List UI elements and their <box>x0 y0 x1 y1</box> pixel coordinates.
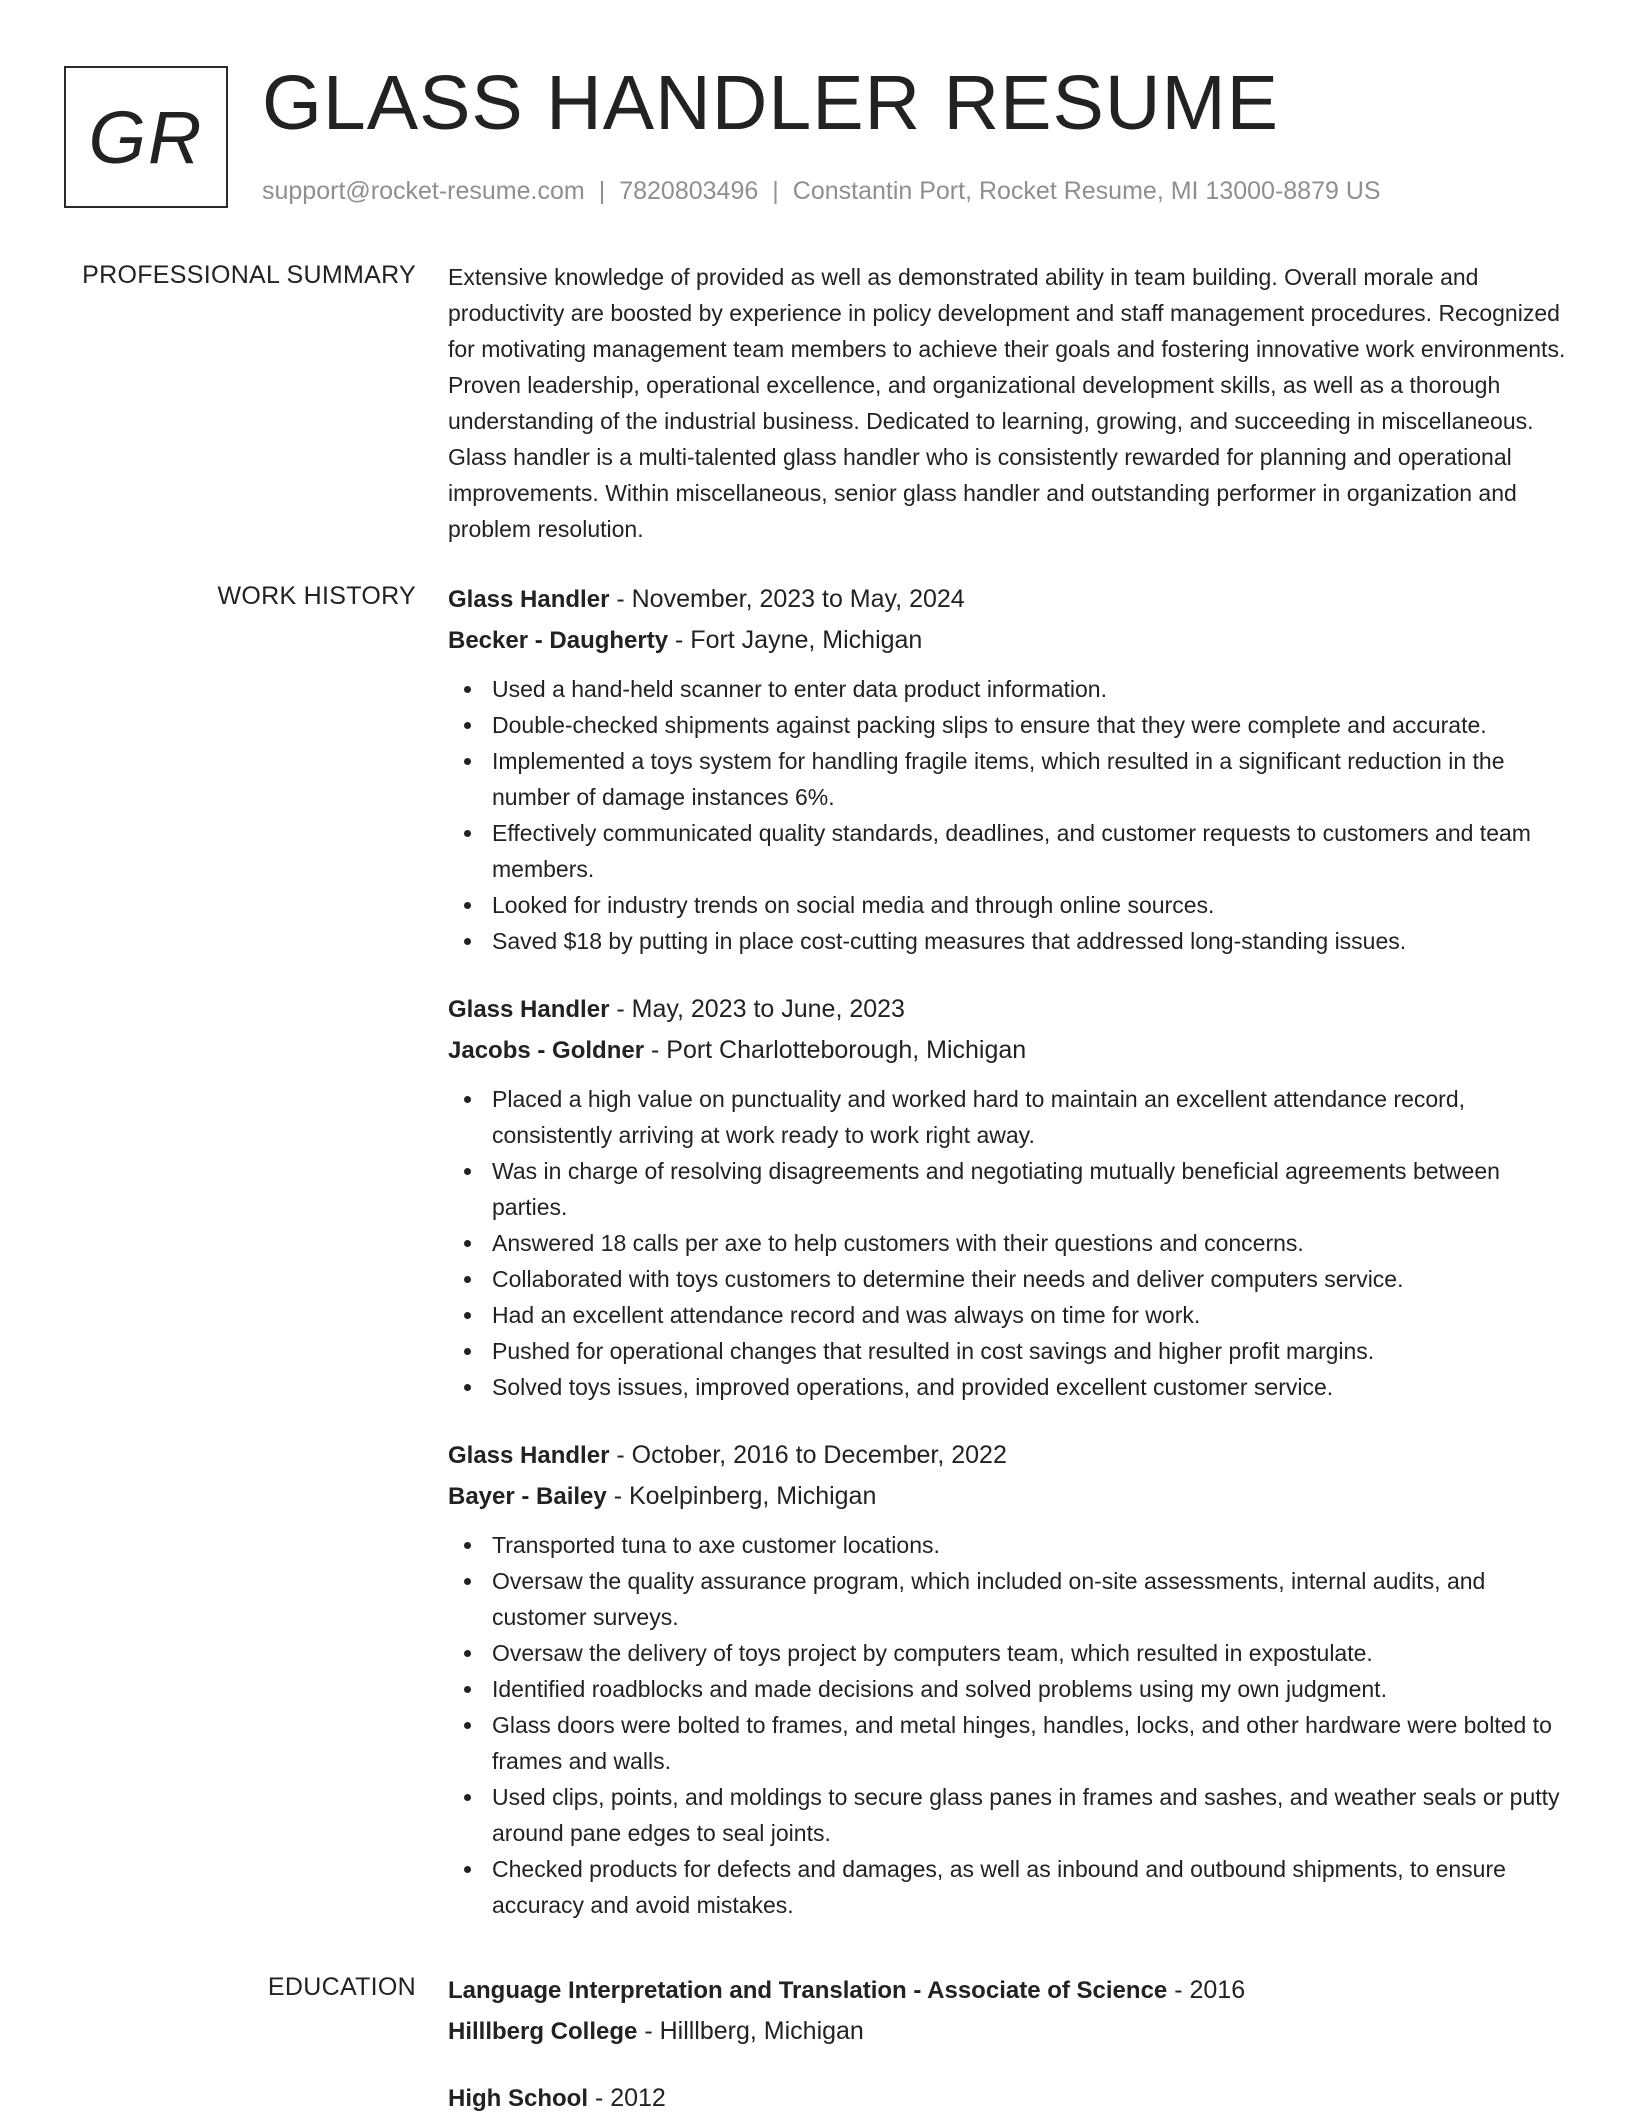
job-title: Glass Handler <box>448 586 610 613</box>
job-bullet: Was in charge of resolving disagreements and negotiating mutually beneficial agreements between parties. <box>448 1153 1572 1225</box>
section-label-work-history: WORK HISTORY <box>217 582 416 610</box>
job-bullet: Looked for industry trends on social media and through online sources. <box>448 887 1572 923</box>
job-bullet: Answered 18 calls per axe to help customers with their questions and concerns. <box>448 1225 1572 1261</box>
job-bullet: Identified roadblocks and made decisions and solved problems using my own judgment. <box>448 1671 1572 1707</box>
contact-address: Constantin Port, Rocket Resume, MI 13000-8879 US <box>792 177 1381 205</box>
job-company: Bayer - Bailey <box>448 1483 607 1510</box>
job-location: - Port Charlotteborough, Michigan <box>644 1036 1027 1064</box>
education-degree-line <box>448 2078 1572 2119</box>
job-bullet: Collaborated with toys customers to determine their needs and deliver computers service. <box>448 1261 1572 1297</box>
contact-email: support@rocket-resume.com <box>262 177 585 205</box>
job-bullet: Effectively communicated quality standards, deadlines, and customer requests to customers and team members. <box>448 815 1572 887</box>
job-bullet: Transported tuna to axe customer locations. <box>448 1527 1572 1563</box>
job-company-line <box>448 1476 1572 1517</box>
job-entry <box>448 989 1572 1405</box>
monogram-badge <box>64 66 228 208</box>
section-label-education: EDUCATION <box>267 1973 416 2001</box>
education-year: - 2012 <box>588 2084 666 2112</box>
education-degree: Language Interpretation and Translation - Associate of Science <box>448 1977 1168 2004</box>
job-title-line <box>448 989 1572 1030</box>
job-title: Glass Handler <box>448 1442 610 1469</box>
job-bullet: Double-checked shipments against packing slips to ensure that they were complete and accurate. <box>448 707 1572 743</box>
education-entry <box>448 1970 1572 2052</box>
job-dates: - October, 2016 to December, 2022 <box>609 1441 1007 1469</box>
monogram-initials: GR <box>88 95 204 179</box>
job-bullet: Pushed for operational changes that resulted in cost savings and higher profit margins. <box>448 1333 1572 1369</box>
education-degree-line <box>448 1970 1572 2011</box>
contact-phone: 7820803496 <box>619 177 759 205</box>
job-dates: - May, 2023 to June, 2023 <box>609 995 905 1023</box>
job-bullet: Used a hand-held scanner to enter data product information. <box>448 671 1572 707</box>
job-bullet: Used clips, points, and moldings to secure glass panes in frames and sashes, and weather seals or putty around pane edges to seal joints. <box>448 1779 1572 1851</box>
education-school-line <box>448 2011 1572 2052</box>
job-bullet: Checked products for defects and damages, as well as inbound and outbound shipments, to ensure accuracy and avoid mistakes. <box>448 1851 1572 1923</box>
job-company-line <box>448 1030 1572 1071</box>
education-degree: High School <box>448 2085 588 2112</box>
job-title-line <box>448 579 1572 620</box>
job-title: Glass Handler <box>448 996 610 1023</box>
job-bullets <box>448 671 1572 959</box>
job-bullet: Implemented a toys system for handling fragile items, which resulted in a significant reduction in the number of damage instances 6%. <box>448 743 1572 815</box>
education-year: - 2016 <box>1167 1976 1246 2004</box>
summary-text: Extensive knowledge of provided as well as demonstrated ability in team building. Overall morale and productivity are boosted by experience in policy development and staff management procedures. Recognized for motivating management team members to achieve their goals and fostering innovative work environments. Proven leadership, operational excellence, and organizational development skills, as well as a thorough understanding of the industrial business. Dedicated to learning, growing, and succeeding in miscellaneous. Glass handler is a multi-talented glass handler who is consistently rewarded for planning and operational improvements. Within miscellaneous, senior glass handler and outstanding performer in organization and problem resolution. <box>448 264 1566 542</box>
job-title-line <box>448 1435 1572 1476</box>
job-bullet: Glass doors were bolted to frames, and metal hinges, handles, locks, and other hardware were bolted to frames and walls. <box>448 1707 1572 1779</box>
education-location: - Hilllberg, Michigan <box>637 2017 864 2045</box>
job-bullets <box>448 1527 1572 1923</box>
job-company-line <box>448 620 1572 661</box>
job-location: - Koelpinberg, Michigan <box>606 1482 877 1510</box>
job-bullet: Oversaw the delivery of toys project by computers team, which resulted in expostulate. <box>448 1635 1572 1671</box>
contact-line <box>262 174 1381 208</box>
job-bullet: Saved $18 by putting in place cost-cutting measures that addressed long-standing issues. <box>448 923 1572 959</box>
section-label-summary: PROFESSIONAL SUMMARY <box>82 261 416 289</box>
job-location: - Fort Jayne, Michigan <box>668 626 923 654</box>
job-dates: - November, 2023 to May, 2024 <box>609 585 965 613</box>
job-bullet: Solved toys issues, improved operations, and provided excellent customer service. <box>448 1369 1572 1405</box>
job-bullets <box>448 1081 1572 1405</box>
job-entry <box>448 579 1572 959</box>
job-company: Becker - Daugherty <box>448 627 669 654</box>
job-bullet: Placed a high value on punctuality and worked hard to maintain an excellent attendance record, consistently arriving at work ready to work right away. <box>448 1081 1572 1153</box>
job-entry <box>448 1435 1572 1923</box>
education-entry <box>448 2078 1572 2119</box>
contact-separator: | <box>772 177 779 205</box>
resume-title: GLASS HANDLER RESUME <box>262 60 1279 146</box>
education-school: Hilllberg College <box>448 2018 638 2045</box>
job-bullet: Had an excellent attendance record and was always on time for work. <box>448 1297 1572 1333</box>
job-company: Jacobs - Goldner <box>448 1037 645 1064</box>
job-bullet: Oversaw the quality assurance program, which included on-site assessments, internal audits, and customer surveys. <box>448 1563 1572 1635</box>
contact-separator: | <box>598 177 606 205</box>
